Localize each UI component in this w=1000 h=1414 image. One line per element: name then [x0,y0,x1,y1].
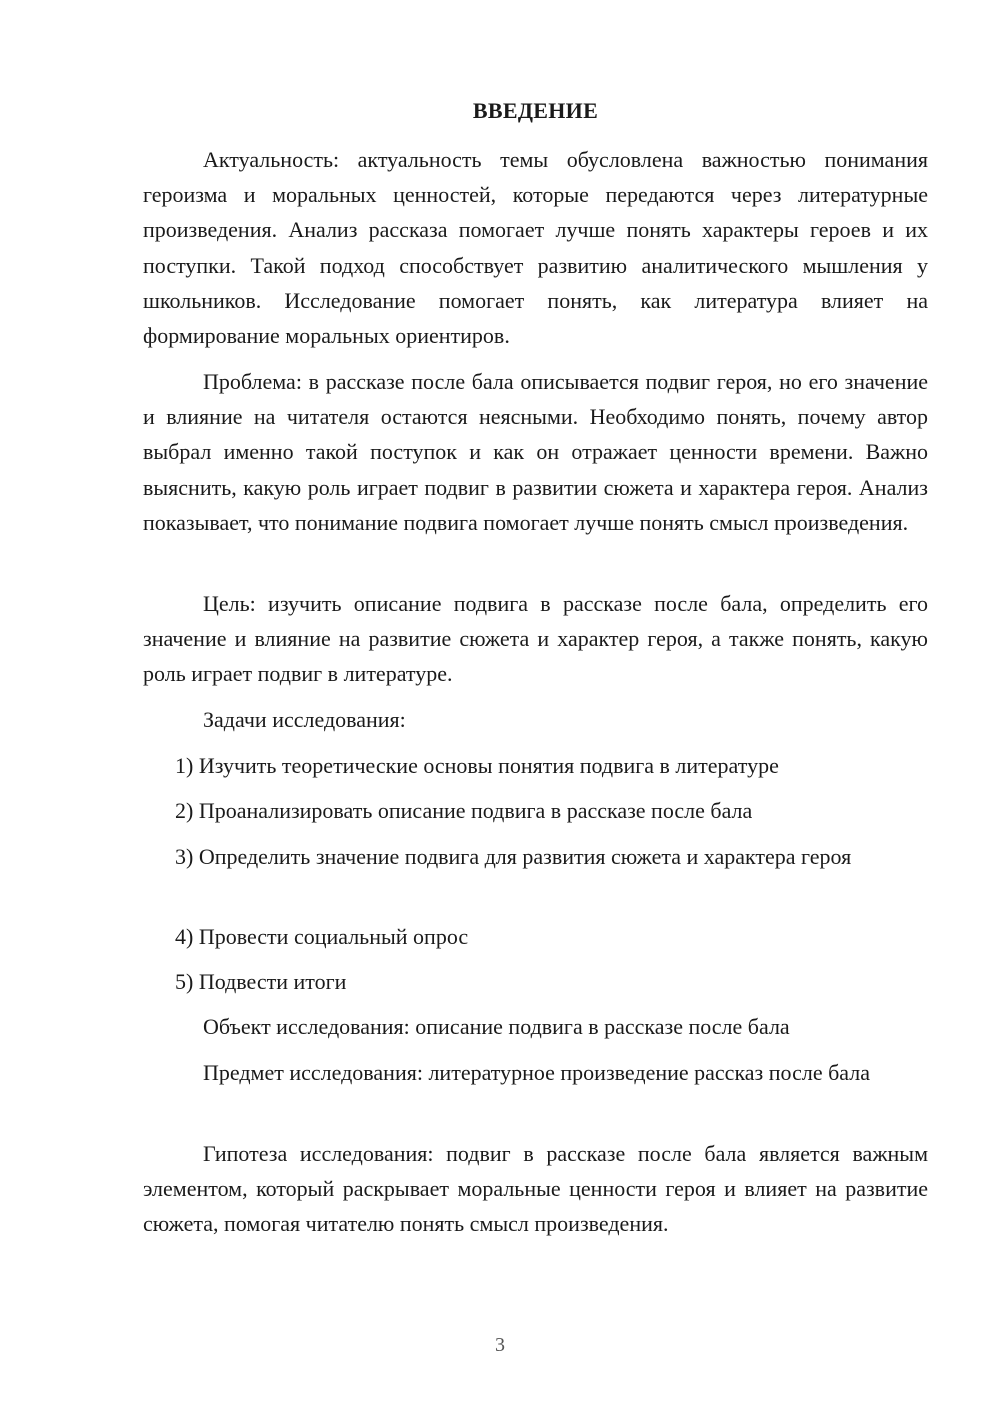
page-title: ВВЕДЕНИЕ [472,98,599,123]
paragraph-goal: Цель: изучить описание подвига в рассказе после бала, определить его значение и влияние на развитие сюжета и характер героя, а также понять, какую роль играет подвиг в литературе. [143,591,928,687]
paragraph-hypothesis: Гипотеза исследования: подвиг в рассказе после бала является важным элементом, который раскрывает моральные ценности героя и влияет на развитие сюжета, помогая читателю понять смысл произведения. [143,1141,928,1237]
task-item-2: 2) Проанализировать описание подвига в рассказе после бала [175,798,753,823]
task-item-4: 4) Провести социальный опрос [175,924,469,949]
page-number: 3 [495,1334,505,1356]
task-item-5: 5) Подвести итоги [175,969,347,994]
paragraph-object: Объект исследования: описание подвига в рассказе после бала [203,1014,790,1039]
task-item-3: 3) Определить значение подвига для развития сюжета и характера героя [175,844,852,869]
tasks-heading: Задачи исследования: [203,707,406,732]
task-item-1: 1) Изучить теоретические основы понятия подвига в литературе [175,753,779,778]
paragraph-relevance: Актуальность: актуальность темы обусловлена важностью понимания героизма и моральных ценностей, которые передаются через литературные произведения. Анализ рассказа помогает лучше понять характеры героев и их поступки. Такой подход способствует развитию аналитического мышления у школьников. Исследование помогает понять, как литература влияет на формирование моральных ориентиров. [143,147,928,349]
paragraph-problem: Проблема: в рассказе после бала описывается подвиг героя, но его значение и влияние на читателя остаются неясными. Необходимо понять, почему автор выбрал именно такой поступок и как он отражает ценности времени. Важно выяснить, какую роль играет подвиг в развитии сюжета и характера героя. Анализ показывает, что понимание подвига помогает лучше понять смысл произведения. [143,369,928,535]
paragraph-subject: Предмет исследования: литературное произведение рассказ после бала [203,1060,870,1085]
